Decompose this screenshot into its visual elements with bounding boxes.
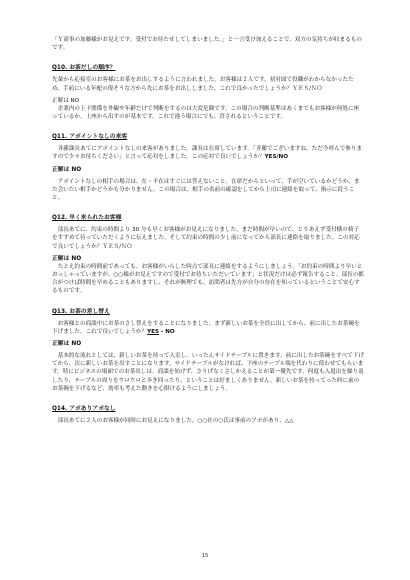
q13-question-no: NO (165, 328, 175, 335)
q13-explanation: 基本的な流れとしては、新しいお茶を持って入室し、いったんサイドテーブルに置きます。前に出したお茶碗をすべて下げてから、次に新しいお茶を出すことになります。サイドテーブルがなければ、下座のテーブル端を代わりに使わせてもらいます。特にビジネスの場面でのお茶出しは、商談を妨げず、さりげなくさしかえることが第一優先です。何度も入退出を繰り返したり、テーブルの周りをウロウロと歩き回ったり、ということは好ましくありません。新しいお茶を持ってった時に前のお茶碗を下げるなど、効率も考えた動きを心掛けるようにしましょう。 (52, 353, 364, 392)
q13-question-sep: - (159, 328, 166, 335)
q10-explanation: 企業内の上下関係を外観や年齢だけで判断をするのは大変危険です。この場合の判断基準はあくまでもお客様が何処に座っているか。上座から出すのが基本です。これで違う場合にでも、許されるということです。 (52, 105, 360, 121)
q11-question (52, 145, 364, 161)
q11-explanation: アポイントなしの相手の場合は、在・不在はすぐには答えないこと。在席だからといって、手が空いているかどうか、また会いたい相手かどうかも分かりません。この場合は、相手の名前の確認をしてから上司に連絡を取って、指示に従うこと。 (52, 178, 360, 202)
q11-question-text: 斉藤課長あてにアポイントなしの来客がありました。課長は在席しています。「斉藤でございますね。ただ今呼んで参りますので少々お待ちください」と言って応対をしました。この応対で良いでしょうか？ (52, 146, 363, 161)
q11-heading: Q11. アポイントなしの来客 (52, 134, 128, 141)
q14-question: 部長あてに２人のお客様が同時にお見えになりました。○○社の○氏は事前のアポがあり、△△ (57, 418, 294, 425)
q11-answer-label: 正解は NO (52, 166, 82, 173)
q10-heading: Q10. お茶だしの順序？ (52, 65, 116, 72)
q12-question: 部長あてに、約束の時間より 30 分も早くお客様がお見えになりました。まだ時間が早いので、とりあえず受付横の椅子をすすめて待っていただくように伝えました。そして約束の時間の少し前になってから部長に連絡を取りました。この対応で良いでしょうか？ＹＥＳ/ＮＯ (52, 227, 360, 250)
q14-heading: Q14. アポありアポなし (52, 406, 116, 413)
page-number: 15 (201, 553, 209, 559)
q10-answer-label: 正解は NO (52, 97, 80, 104)
q13-question-text: お客様との商談中にお茶のさし替えをすることになりました。まず新しいお茶を全員に出してから、前に出したお茶碗を下げました。これで良いでしょうか？ (52, 320, 360, 335)
q12-explanation: たとえ約束の時間前であっても、お客様がいらした時点で部長に連絡をするようにしましょう。「お約束の時間より早いとおっしゃっていますが、○○様がお見えですので受付でお待ちいただいています」と状況だけは必ず報告すること。部長の都合がつけば時間を早めることもありますし、それが無理でも、訪問者は先方が自分の存在を知っているということで安心するものです。 (52, 263, 364, 295)
page-content (52, 36, 364, 425)
q11-question-yesno: YES/NO (264, 154, 288, 161)
q12-heading: Q12. 早く来られたお客様 (52, 215, 122, 222)
intro-paragraph: 「Ｙ商事の加藤様がお見えです。受付でお待たせしてしまいました。」と一言受け加えることで、双方の気持ちが収まるものです。 (52, 37, 362, 52)
q13-answer-label: 正解は NO (52, 341, 82, 348)
q13-question-yes: YES (147, 328, 160, 335)
q12-answer-label: 正解は NO (52, 255, 82, 262)
q13-question (52, 320, 364, 336)
q10-question: 先輩から応接室のお客様にお茶をお出しするように言われました。お客様は２人です。初対面で役職がわからなかったため、手前にいる年配の偉そうな方から先にお茶をお出ししました。これで良かったでしょうか？ＹＥＳ/ＮＯ (52, 77, 354, 92)
q13-heading: Q13. お茶の差し替え (52, 308, 110, 315)
